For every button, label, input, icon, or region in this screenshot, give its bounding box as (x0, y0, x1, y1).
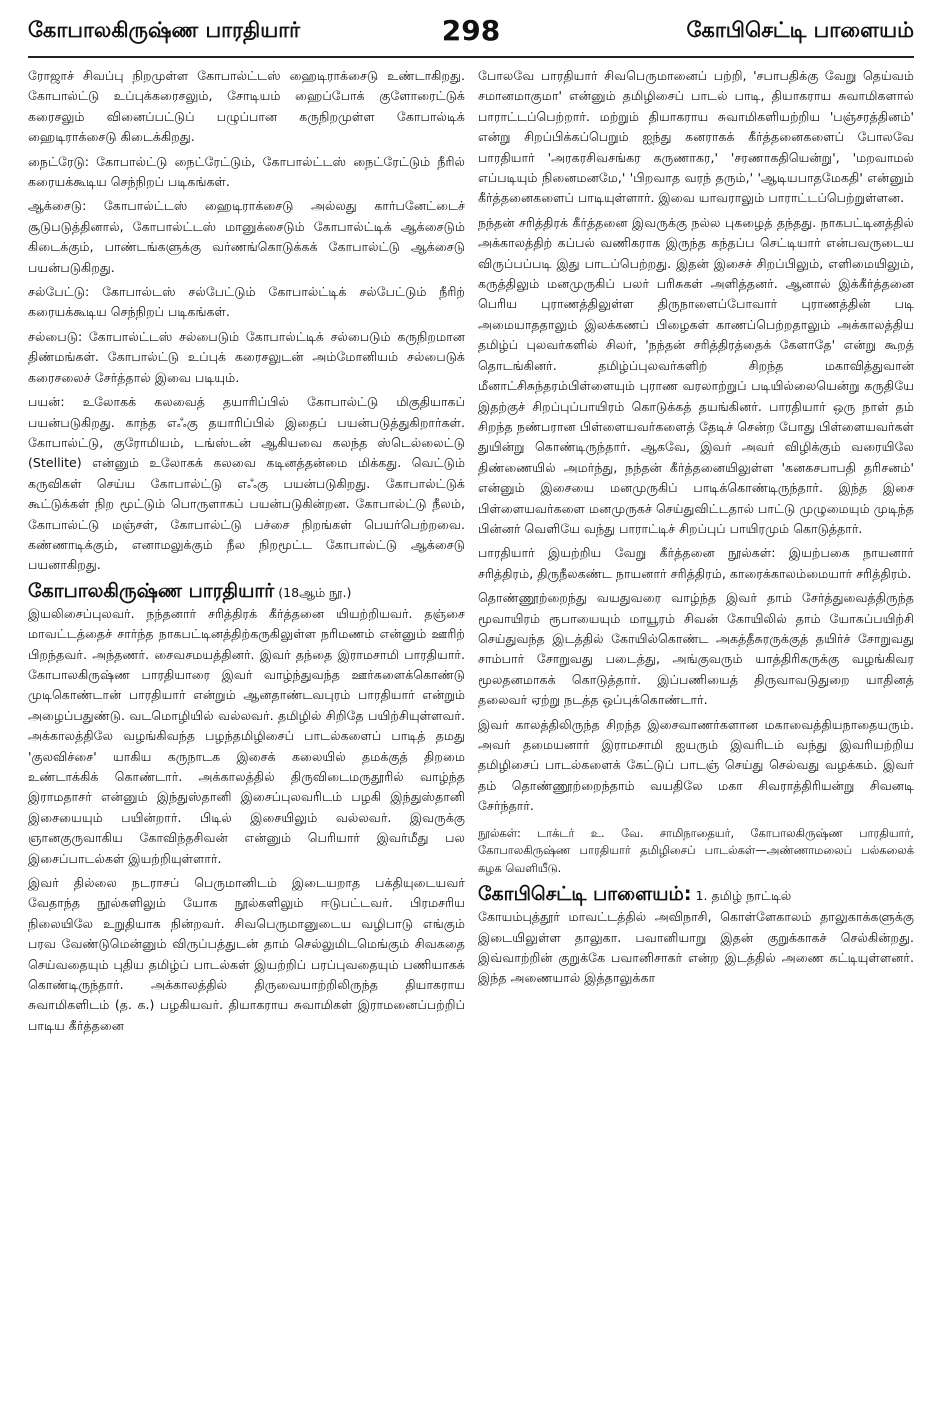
running-head-left: கோபாலகிருஷ்ண பாரதியார் (28, 18, 301, 42)
paragraph: நைட்ரேடு: கோபால்ட்டு நைட்ரேட்டும், கோபால்ட்டஸ் நைட்ரேட்டும் நீரில் கரையக்கூடிய செந்நிறப் படிகங்கள். (28, 153, 465, 190)
paragraph: ஆக்சைடு: கோபால்ட்டஸ் ஹைடிராக்சைடு அல்லது கார்பனேட்டைச் சூடுபடுத்தினால், கோபால்ட்டஸ் மானுக்சைடும் கோபால்ட்டிக் ஆக்சைடும் கிடைக்கும், பாண்டங்களுக்கு வர்ணங்கொடுக்கக் கோபால்ட்டு ஆக்சைடு பயன்படுகிறது. (28, 198, 465, 275)
entry-title: கோபிசெட்டி பாளையம்: (478, 883, 692, 906)
page-number: 298 (441, 14, 501, 47)
entry-title: கோபாலகிருஷ்ண பாரதியார் (28, 579, 275, 602)
entry-subsection: 1. தமிழ் நாட்டில் (695, 888, 792, 904)
right-column (478, 66, 914, 1418)
paragraph: சல்பேட்டு: கோபால்டஸ் சல்பேட்டும் கோபால்ட்டிக் சல்பேட்டும் நீரிற் கரையக்கூடிய செந்நிறப் படிகங்கள். (28, 284, 465, 320)
paragraph: இயலிசைப்புலவர். நந்தனார் சரித்திரக் கீர்த்தனை யியற்றியவர். தஞ்சை மாவட்டத்தைச் சார்ந்த நாகபட்டினத்திற்கருகிலுள்ள நரிமணம் என்னும் ஊரிற் பிறந்தவர். அந்தணர். சைவசமயத்தினர். இவர் தந்தை இராமசாமி பாரதியார். கோபாலகிருஷ்ண பாரதியாரை இவர் வாழ்ந்துவந்த ஊர்களைக்கொண்டு முடிகொண்டான் பாரதியார் என்றும் ஆனதாண்டவபுரம் பாரதியார் என்றும் அழைப்பதுண்டு. வடமொழியில் வல்லவர். தமிழில் சிறிதே பயிற்சியுள்ளவர். அக்காலத்திலே வழங்கிவந்த பழந்தமிழிசைப் பாடல்களைப் பாடித் தமது 'குலவிச்சை' யாகிய கருநாடக இசைக் கலையில் தமக்குத் திறமை உண்டாக்கிக் கொண்டார். அக்காலத்தில் திருவிடைமருதூரில் வாழ்ந்த இராமதாசர் என்னும் இந்துஸ்தானி இசைப்புலவரிடம் பழகி இந்துஸ்தானி இசையையும் பயின்றார். பிடில் இசையிலும் வல்லவர். இவருக்கு ஞானகுருவாகிய கோவிந்தசிவன் என்னும் பெரியார் இவர்மீது பல இசைப்பாடல்கள் இயற்றியுள்ளார். (28, 605, 465, 866)
paragraph: நந்தன் சரித்திரக் கீர்த்தனை இவருக்கு நல்ல புகழைத் தந்தது. நாகபட்டினத்தில் அக்காலத்திற் கப்பல் வணிகராக இருந்த கந்தப்ப செட்டியார் என்பவருடைய விருப்பப்படி இது பாடப்பெற்றது. இதன் இசைச் சிறப்பிலும், எளிமையிலும், கருத்திலும் மனமுருகிப் பலர் பரிசுகள் அளித்தனர். ஆனால் இக்கீர்த்தனை பெரிய புராணத்திலுள்ள திருநாளைப்போவார் புராணத்தின் படி அமையாததாலும் இலக்கணப் பிழைகள் காணப்பெற்றதாலும் அக்காலத்திய தமிழ்ப் புலவர்களில் சிலர், 'நந்தன் சரித்திரத்தைக் கேளாதே' என்று கூறத் தொடங்கினர். தமிழ்ப்புலவர்களிற் சிறந்த மகாவித்துவான் மீனாட்சிசுந்தரம்பிள்ளையும் புராண வரலாற்றுப் படியில்லையென்று கருதியே இதற்குச் சிறப்புப்பாயிரம் கொடுக்கத் தயங்கினர். பாரதியார் ஒரு நாள் தம் சிறந்த நண்பரான பிள்ளையவர்களைத் தேடிச் சென்ற போது பிள்ளையவர்கள் துயின்று கொண்டிருந்தார். ஆகவே, இவர் அவர் விழிக்கும் வரையிலே திண்ணையில் அமர்ந்து, நந்தன் கீர்த்தனையிலுள்ள 'கனகசபாபதி தரிசனம்' என்னும் இசையை மனமுருகிப் பாடிக்கொண்டிருந்தார். இந்த இசை பிள்ளையவர்களை மனமுருகச் செய்துவிட்டதால் பாட்டு முழுமையும் முடிந்த பின்னர் வெளியே வந்து பாராட்டிச் சிறப்புப் பாயிரமும் கொடுத்தார். (478, 214, 914, 536)
paragraph: தொண்ணூற்றைந்து வயதுவரை வாழ்ந்த இவர் தாம் சேர்த்துவைத்திருந்த மூவாயிரம் ரூபாயையும் மாயூரம் சிவன் கோயிலில் தாம் யோகப்பயிற்சி செய்துவந்த இடத்தில் கோயில்கொண்ட அகத்தீசுரருக்குத் தயிர்ச் சோறுவது சாம்பார் சோறுவது படைத்து, அங்குவரும் யாத்திரிகருக்கு வழங்கிவர மூலதனமாகக் கொடுத்தார். இப்பணியைத் திருவாவடுதுறை யாதினத் தலைவர் ஏற்று நடத்த ஒப்புக்கொண்டார். (478, 590, 914, 708)
paragraph: இவர் காலத்திலிருந்த சிறந்த இசைவாணர்களான மகாவைத்தியநாதையரும். அவர் தமையனார் இராமசாமி ஐயரும் இவரிடம் வந்து இவரியற்றிய தமிழிசைப் பாடல்களைக் கேட்டுப் பாடஞ் செய்து செல்வது வழக்கம். இவர் தம் தொண்ணூற்றைந்தாம் வயதிலே மகா சிவராத்திரியன்று சிவனடி சேர்ந்தார். (478, 716, 914, 814)
paragraph: சல்பைடு: கோபால்ட்டஸ் சல்பைடும் கோபால்ட்டிக் சல்பைடும் கருநிறமான திண்மங்கள். கோபால்ட்டு உப்புக் கரைசலுடன் அம்மோனியம் சல்பைடுக் கரைசலைச் சேர்த்தால் இவை படியும். (28, 328, 465, 385)
page-header (28, 8, 914, 58)
paragraph: இவர் தில்லை நடராசப் பெருமானிடம் இடையறாத பக்தியுடையவர் வேதாந்த நூல்களிலும் யோக நூல்களிலும் ஈடுபட்டவர். பிரமசரிய நிலையிலே உறுதியாக நின்றவர். சிவபெருமானுடைய வழிபாடு எங்கும் பரவ வேண்டுமென்னும் விருப்பத்துடன் தாம் செல்லுமிடமெங்கும் சிவகதை செய்வதையும் புதிய தமிழ்ப் பாடல்கள் இயற்றிப் பரப்புவதையும் பணியாகக் கொண்டிருந்தார். அக்காலத்தில் திருவையாற்றிலிருந்த தியாகராய சுவாமிகளிடம் (த. க.) பழகியவர். தியாகராய சுவாமிகள் இராமனைப்பற்றிப் பாடிய கீர்த்தனை (28, 875, 465, 1033)
paragraph: ரோஜாச் சிவப்பு நிறமுள்ள கோபால்ட்டஸ் ஹைடிராக்சைடு உண்டாகிறது. கோபால்ட்டு உப்புக்கரைசலும், சோடியம் ஹைப்போக் குளோரைட்டுக் கரைசலும் வினைப்பட்டுப் பழுப்பான கருநிறமுள்ள கோபால்டிக் ஹைடிராக்சைடு கிடைக்கிறது. (28, 68, 465, 145)
left-column (28, 66, 465, 1418)
paragraph: பயன்: உலோகக் கலவைத் தயாரிப்பில் கோபால்ட்டு மிகுதியாகப் பயன்படுகிறது. காந்த எஃகு தயாரிப்பில் இதைப் பயன்படுத்துகிறார்கள். கோபால்ட்டு, குரோமியம், டங்ஸ்டன் ஆகியவை கலந்த ஸ்டெல்லைட்டு (Stellite) என்னும் உலோகக் கலவை கடினத்தன்மை மிக்கது. வெட்டும் கருவிகள் செய்ய கோபால்ட்டு எஃகு பயன்படுகிறது. கோபால்ட்டுக் கூட்டுக்கள் நிற மூட்டும் பொருளாகப் பயன்படுகின்றன. கோபால்ட்டு நீலம், கோபால்ட்டு மஞ்சள், கோபால்ட்டு பச்சை நிறங்கள் பெயர்பெற்றவை. கண்ணாடிக்கும், எனாமலுக்கும் நீல நிறமூட்ட கோபால்ட்டு ஆக்சைடு பயனாகிறது. (28, 394, 465, 573)
entry-heading (28, 580, 465, 604)
entry-period: (18ஆம் நூ.) (278, 584, 352, 600)
entry-heading (478, 883, 914, 907)
running-head-right: கோபிசெட்டி பாளையம் (686, 18, 914, 42)
paragraph: கோயம்புத்தூர் மாவட்டத்தில் அவிநாசி, கொள்ளேகாலம் தாலுகாக்களுக்கு இடையிலுள்ள தாலுகா. பவானியாறு இதன் குறுக்காகச் செல்கின்றது. இவ்வாற்றின் குறுக்கே பவானிசாகர் என்ற இடத்தில் அணை கட்டியுள்ளனர். இந்த அணையால் இத்தாலுக்கா (478, 909, 914, 986)
references-note: நூல்கள்: டாக்டர் உ. வே. சாமிநாதையர், கோபாலகிருஷ்ண பாரதியார், கோபாலகிருஷ்ண பாரதியார் தமிழிசைப் பாடல்கள்—அண்ணாமலைப் பல்கலைக் கழக வெளியீடு. (478, 825, 914, 875)
paragraph: பாரதியார் இயற்றிய வேறு கீர்த்தனை நூல்கள்: இயற்பகை நாயனார் சரித்திரம், திருநீலகண்ட நாயனார் சரித்திரம், காரைக்காலம்மையார் சரித்திரம். (478, 545, 914, 581)
paragraph: போலவே பாரதியார் சிவபெருமானைப் பற்றி, 'சபாபதிக்கு வேறு தெய்வம் சமானமாகுமா' என்னும் தமிழிசைப் பாடல் பாடி, தியாகராய சுவாமிகளால் பாராட்டப்பெற்றார். மற்றும் தியாகராய சுவாமிகளியற்றிய 'பஞ்சரத்தினம்' என்று சிறப்பிக்கப்பெறும் ஐந்து கனராகக் கீர்த்தனைகளைப் போலவே பாரதியார் 'அரகரசிவசங்கர கருணாகர,' 'சரணாகதியென்று', 'மறவாமல் எப்படியும் நினைமனமே,' 'பிறவாத வரந் தரும்,' 'ஆடியபாதமேகதி' என்னும் கீர்த்தனைகளைப் பாடியுள்ளார். இவை யாவராலும் பாராட்டப்பெற்றுள்ளன. (478, 68, 914, 206)
